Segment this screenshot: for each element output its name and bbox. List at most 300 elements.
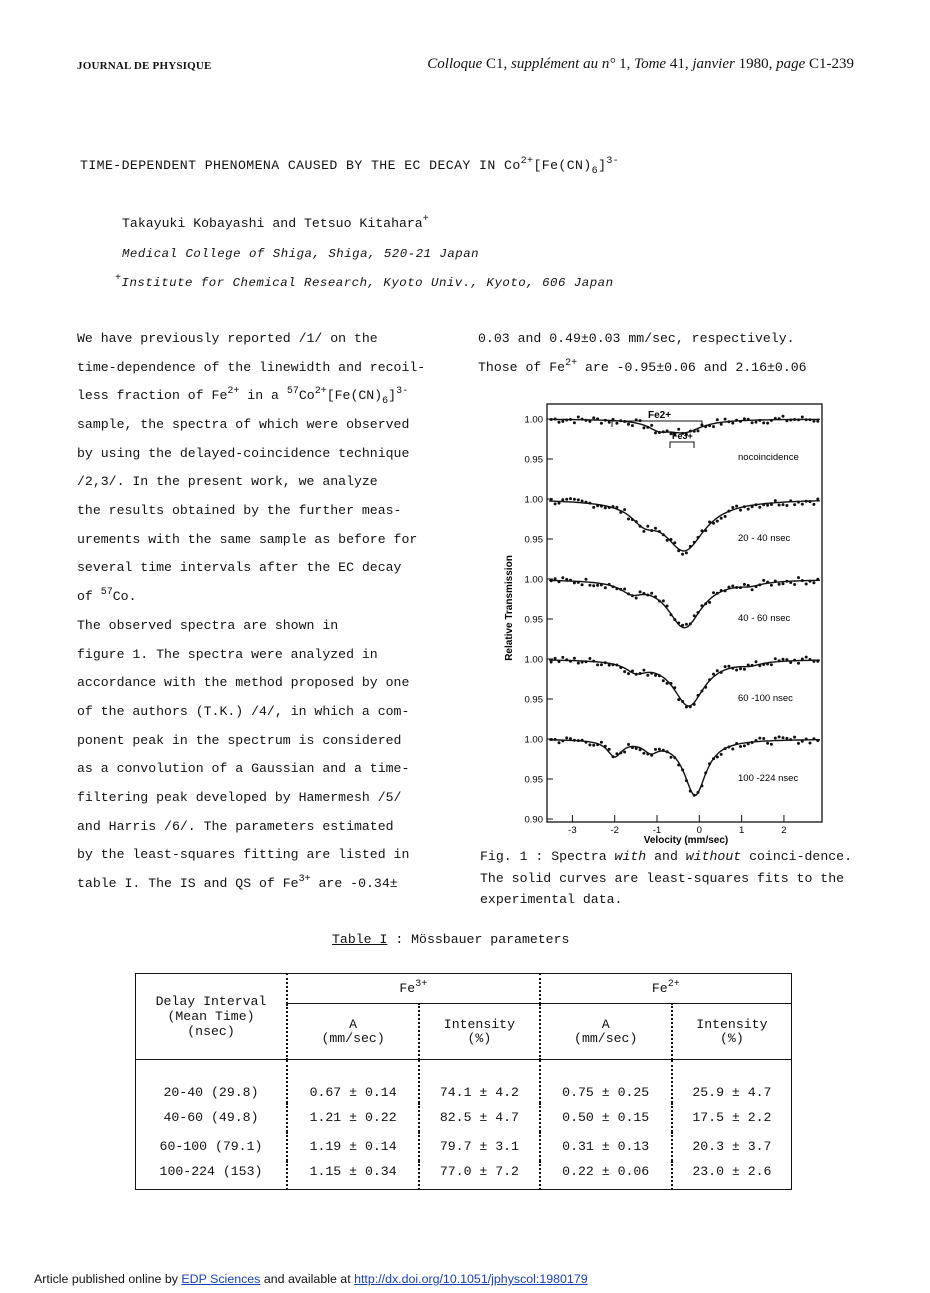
data-point — [693, 541, 696, 544]
data-point — [550, 418, 553, 421]
bracket-fe3-label: Fe3+ — [672, 431, 693, 441]
data-point — [789, 738, 792, 741]
data-point — [569, 660, 572, 663]
data-point — [581, 418, 584, 421]
data-point — [592, 506, 595, 509]
data-point — [774, 580, 777, 583]
data-point — [569, 737, 572, 740]
mossbauer-spectra-chart — [490, 396, 850, 846]
data-point — [751, 505, 754, 508]
data-point — [778, 583, 781, 586]
data-point — [812, 420, 815, 423]
data-point — [588, 584, 591, 587]
data-point — [623, 588, 626, 591]
data-points — [550, 415, 820, 797]
y-tick-label: 0.95 — [524, 774, 543, 786]
data-point — [751, 664, 754, 667]
y-tick-label: 0.95 — [524, 534, 543, 546]
data-point — [770, 419, 773, 422]
data-point — [731, 422, 734, 425]
data-point — [635, 747, 638, 750]
data-point — [816, 420, 819, 423]
data-point — [778, 504, 781, 507]
affiliation-1: Medical College of Shiga, Shiga, 520-21 Japan — [122, 247, 480, 261]
data-point — [805, 418, 808, 421]
body-line: The observed spectra are shown in — [77, 618, 339, 633]
data-point — [670, 756, 673, 759]
data-point — [809, 658, 812, 661]
data-point — [774, 737, 777, 740]
data-point — [758, 737, 761, 740]
data-point — [585, 501, 588, 504]
data-point — [731, 667, 734, 670]
data-point — [639, 672, 642, 675]
data-point — [693, 794, 696, 797]
data-point — [600, 422, 603, 425]
data-point — [666, 682, 669, 685]
y-tick-label: 1.00 — [524, 574, 543, 586]
body-line: ponent peak in the spectrum is considered — [77, 733, 402, 748]
x-tick-label: 0 — [696, 825, 702, 836]
body-line: of $^{57}$Co. — [77, 587, 137, 604]
data-point — [724, 665, 727, 668]
data-point — [650, 672, 653, 675]
data-point — [762, 579, 765, 582]
data-point — [619, 751, 622, 754]
data-point — [693, 703, 696, 706]
y-axis-label: Relative Transmission — [504, 555, 515, 661]
data-point — [604, 661, 607, 664]
x-tick-label: 2 — [781, 825, 787, 836]
data-point — [615, 422, 618, 425]
data-point — [782, 658, 785, 661]
data-point — [693, 614, 696, 617]
data-point — [735, 419, 738, 422]
data-point — [697, 536, 700, 539]
data-point — [581, 661, 584, 664]
data-point — [588, 502, 591, 505]
data-point — [785, 580, 788, 583]
data-point — [809, 580, 812, 583]
data-point — [635, 597, 638, 600]
data-point — [639, 525, 642, 528]
body-line: sample, the spectra of which were observed — [77, 417, 410, 432]
data-point — [612, 418, 615, 421]
data-point — [689, 790, 692, 793]
data-point — [797, 501, 800, 504]
footer: Article published online by EDP Sciences and available at http://dx.doi.org/10.1051/jphyscol:1980179 — [34, 1272, 588, 1286]
data-point — [762, 503, 765, 506]
data-point — [623, 508, 626, 511]
table-row — [136, 1161, 792, 1190]
data-point — [662, 533, 665, 536]
body-line: accordance with the method proposed by one — [77, 675, 410, 690]
data-point — [727, 665, 730, 668]
data-point — [731, 585, 734, 588]
data-point — [689, 705, 692, 708]
data-point — [588, 657, 591, 660]
table-cell-i3: 82.5 ± 4.7 — [419, 1103, 539, 1132]
series-label: 60 -100 nsec — [738, 693, 793, 704]
data-point — [558, 502, 561, 505]
data-point — [554, 502, 557, 505]
data-point — [774, 417, 777, 420]
data-point — [581, 500, 584, 503]
data-point — [646, 753, 649, 756]
data-point — [716, 520, 719, 523]
data-point — [646, 674, 649, 677]
y-tick-label: 1.00 — [524, 734, 543, 746]
data-point — [585, 660, 588, 663]
data-point — [712, 757, 715, 760]
data-point — [561, 420, 564, 423]
table-cell-i2: 20.3 ± 3.7 — [672, 1132, 792, 1161]
data-point — [619, 588, 622, 591]
affiliation-2: +Institute for Chemical Research, Kyoto Univ., Kyoto, 606 Japan — [115, 273, 614, 290]
data-point — [805, 500, 808, 503]
data-point — [758, 506, 761, 509]
table-cell-a3: 1.21 ± 0.22 — [287, 1103, 419, 1132]
data-point — [608, 583, 611, 586]
data-point — [670, 682, 673, 685]
table-cell-a3: 1.15 ± 0.34 — [287, 1161, 419, 1190]
data-point — [778, 417, 781, 420]
data-point — [712, 425, 715, 428]
data-point — [554, 577, 557, 580]
data-point — [631, 670, 634, 673]
body-line: table I. The IS and QS of $Fe^{3+}$ are -0.34± — [77, 874, 398, 891]
data-point — [569, 497, 572, 500]
data-point — [561, 656, 564, 659]
data-point — [712, 522, 715, 525]
data-point — [816, 660, 819, 663]
data-point — [716, 756, 719, 759]
data-point — [812, 503, 815, 506]
data-point — [577, 662, 580, 665]
data-point — [739, 509, 742, 512]
y-tick-label: 1.00 — [524, 494, 543, 506]
table-cell-i3: 79.7 ± 3.1 — [419, 1132, 539, 1161]
data-point — [758, 583, 761, 586]
table-cell-a2: 0.50 ± 0.15 — [540, 1103, 672, 1132]
data-point — [697, 611, 700, 614]
data-point — [778, 735, 781, 738]
data-point — [592, 660, 595, 663]
data-point — [766, 581, 769, 584]
data-point — [666, 429, 669, 432]
body-line: figure 1. The spectra were analyzed in — [77, 647, 378, 662]
body-line: time-dependence of the linewidth and recoil- — [77, 360, 426, 375]
doi-link[interactable]: http://dx.doi.org/10.1051/jphyscol:1980179 — [354, 1272, 588, 1286]
data-point — [685, 706, 688, 709]
data-point — [662, 679, 665, 682]
data-point — [743, 583, 746, 586]
data-point — [550, 498, 553, 501]
data-point — [627, 592, 630, 595]
data-point — [747, 418, 750, 421]
data-point — [588, 420, 591, 423]
data-point — [743, 505, 746, 508]
data-point — [735, 586, 738, 589]
data-point — [604, 419, 607, 422]
data-point — [743, 668, 746, 671]
data-point — [681, 700, 684, 703]
y-tick-label: 0.95 — [524, 454, 543, 466]
table-cell-i3: 77.0 ± 7.2 — [419, 1161, 539, 1190]
data-point — [747, 508, 750, 511]
data-point — [673, 686, 676, 689]
data-point — [612, 663, 615, 666]
data-point — [608, 664, 611, 667]
data-point — [751, 741, 754, 744]
y-tick-label: 1.00 — [524, 414, 543, 426]
data-point — [708, 678, 711, 681]
data-point — [778, 659, 781, 662]
data-point — [596, 743, 599, 746]
data-point — [731, 748, 734, 751]
data-point — [720, 517, 723, 520]
fit-curves — [549, 419, 820, 795]
data-point — [623, 751, 626, 754]
data-point — [782, 415, 785, 418]
data-point — [642, 752, 645, 755]
data-point — [565, 419, 568, 422]
x-axis-label: Velocity (mm/sec) — [643, 835, 729, 846]
data-point — [739, 586, 742, 589]
data-point — [704, 529, 707, 532]
x-tick-label: -3 — [568, 825, 577, 836]
data-point — [658, 530, 661, 533]
data-point — [650, 529, 653, 532]
body-line: /2,3/. In the present work, we analyze — [77, 474, 378, 489]
data-point — [712, 673, 715, 676]
header-int-fe2: Intensity (%) — [672, 1004, 792, 1060]
data-point — [573, 739, 576, 742]
data-point — [805, 656, 808, 659]
data-point — [666, 605, 669, 608]
table-cell-delay: 100-224 (153) — [136, 1161, 288, 1190]
data-point — [739, 420, 742, 423]
data-point — [635, 520, 638, 523]
data-point — [812, 737, 815, 740]
data-point — [642, 426, 645, 429]
table-row — [136, 1132, 792, 1161]
data-point — [747, 584, 750, 587]
data-point — [704, 425, 707, 428]
data-point — [785, 737, 788, 740]
body-line: by using the delayed-coincidence technique — [77, 446, 410, 461]
data-point — [558, 421, 561, 424]
bracket-fe3 — [670, 431, 694, 448]
body-line: and Harris /6/. The parameters estimated — [77, 819, 394, 834]
y-tick-label: 0.90 — [524, 814, 543, 826]
data-point — [565, 498, 568, 501]
data-point — [697, 694, 700, 697]
data-point — [642, 530, 645, 533]
data-point — [712, 591, 715, 594]
data-point — [550, 738, 553, 741]
table-cell-a2: 0.75 ± 0.25 — [540, 1060, 672, 1103]
data-point — [654, 595, 657, 598]
data-point — [662, 599, 665, 602]
data-point — [573, 581, 576, 584]
data-point — [793, 659, 796, 662]
header-fe2: $Fe^{2+}$ — [540, 974, 792, 1004]
data-point — [666, 539, 669, 542]
data-point — [685, 623, 688, 626]
series-label: 40 - 60 nsec — [738, 613, 791, 624]
data-point — [805, 738, 808, 741]
data-point — [793, 583, 796, 586]
data-point — [554, 418, 557, 421]
body-line: by the least-squares fitting are listed in — [77, 847, 410, 862]
data-point — [608, 421, 611, 424]
data-point — [561, 498, 564, 501]
data-point — [642, 592, 645, 595]
data-point — [615, 752, 618, 755]
data-point — [573, 421, 576, 424]
data-point — [677, 622, 680, 625]
data-point — [569, 418, 572, 421]
table-row — [136, 1103, 792, 1132]
data-point — [673, 618, 676, 621]
data-point — [573, 657, 576, 660]
data-point — [724, 418, 727, 421]
data-point — [577, 416, 580, 419]
data-point — [619, 666, 622, 669]
y-tick-label: 1.00 — [524, 654, 543, 666]
data-point — [743, 417, 746, 420]
data-point — [704, 771, 707, 774]
data-point — [596, 663, 599, 666]
data-point — [670, 613, 673, 616]
data-point — [700, 604, 703, 607]
data-point — [561, 576, 564, 579]
y-tick-label: 0.95 — [524, 614, 543, 626]
data-point — [558, 741, 561, 744]
data-point — [681, 768, 684, 771]
data-point — [619, 511, 622, 514]
data-point — [793, 418, 796, 421]
table-cell-a3: 1.19 ± 0.14 — [287, 1132, 419, 1161]
data-point — [569, 579, 572, 582]
data-point — [662, 430, 665, 433]
series-label: nocoincidence — [738, 452, 799, 463]
data-point — [654, 748, 657, 751]
data-point — [681, 624, 684, 627]
data-point — [604, 506, 607, 509]
data-point — [700, 784, 703, 787]
data-point — [758, 419, 761, 422]
header-delay: Delay Interval (Mean Time) (nsec) — [136, 974, 288, 1060]
data-point — [685, 551, 688, 554]
data-point — [816, 578, 819, 581]
data-point — [708, 521, 711, 524]
data-point — [596, 584, 599, 587]
data-point — [650, 754, 653, 757]
data-point — [716, 418, 719, 421]
data-point — [766, 422, 769, 425]
data-point — [658, 674, 661, 677]
data-point — [615, 664, 618, 667]
data-point — [785, 504, 788, 507]
data-point — [743, 744, 746, 747]
data-point — [650, 424, 653, 427]
data-point — [612, 755, 615, 758]
data-point — [646, 594, 649, 597]
data-point — [627, 743, 630, 746]
data-point — [755, 739, 758, 742]
data-point — [635, 673, 638, 676]
table-cell-i2: 23.0 ± 2.6 — [672, 1161, 792, 1190]
data-point — [762, 421, 765, 424]
data-point — [762, 737, 765, 740]
data-point — [654, 431, 657, 434]
data-point — [554, 657, 557, 660]
data-point — [677, 698, 680, 701]
data-point — [631, 424, 634, 427]
data-point — [642, 669, 645, 672]
data-point — [801, 416, 804, 419]
data-point — [600, 584, 603, 587]
data-point — [727, 510, 730, 513]
data-point — [561, 739, 564, 742]
data-point — [789, 499, 792, 502]
data-point — [739, 667, 742, 670]
x-axis-ticks — [568, 815, 786, 836]
paper-title: TIME-DEPENDENT PHENOMENA CAUSED BY THE EC DECAY IN $Co^{2+}[Fe(CN)_6]^{3-}$ — [80, 156, 620, 177]
data-point — [751, 588, 754, 591]
data-point — [639, 748, 642, 751]
data-point — [565, 658, 568, 661]
edp-link[interactable]: EDP Sciences — [181, 1272, 261, 1286]
body-line: urements with the same sample as before for — [77, 532, 418, 547]
data-point — [608, 506, 611, 509]
data-point — [739, 745, 742, 748]
data-point — [631, 594, 634, 597]
table-cell-delay: 20-40 (29.8) — [136, 1060, 288, 1103]
data-point — [755, 421, 758, 424]
data-point — [789, 661, 792, 664]
data-point — [689, 622, 692, 625]
data-point — [801, 740, 804, 743]
data-point — [565, 736, 568, 739]
data-point — [727, 586, 730, 589]
data-point — [770, 743, 773, 746]
data-point — [793, 736, 796, 739]
data-point — [673, 756, 676, 759]
data-point — [615, 506, 618, 509]
data-point — [639, 590, 642, 593]
data-point — [801, 579, 804, 582]
bracket-fe2-label: Fe2+ — [648, 410, 672, 421]
y-tick-label: 0.95 — [524, 694, 543, 706]
data-point — [812, 581, 815, 584]
series-label: 20 - 40 nsec — [738, 533, 791, 544]
data-point — [809, 742, 812, 745]
table-cell-i2: 17.5 ± 2.2 — [672, 1103, 792, 1132]
x-tick-label: -1 — [652, 825, 662, 836]
data-point — [797, 662, 800, 665]
header-a-fe2: A (mm/sec) — [540, 1004, 672, 1060]
data-point — [585, 578, 588, 581]
data-point — [724, 747, 727, 750]
data-point — [585, 419, 588, 422]
data-point — [727, 420, 730, 423]
data-point — [550, 661, 553, 664]
body-line: 0.03 and 0.49±0.03 mm/sec, respectively. — [478, 331, 795, 346]
data-point — [658, 431, 661, 434]
